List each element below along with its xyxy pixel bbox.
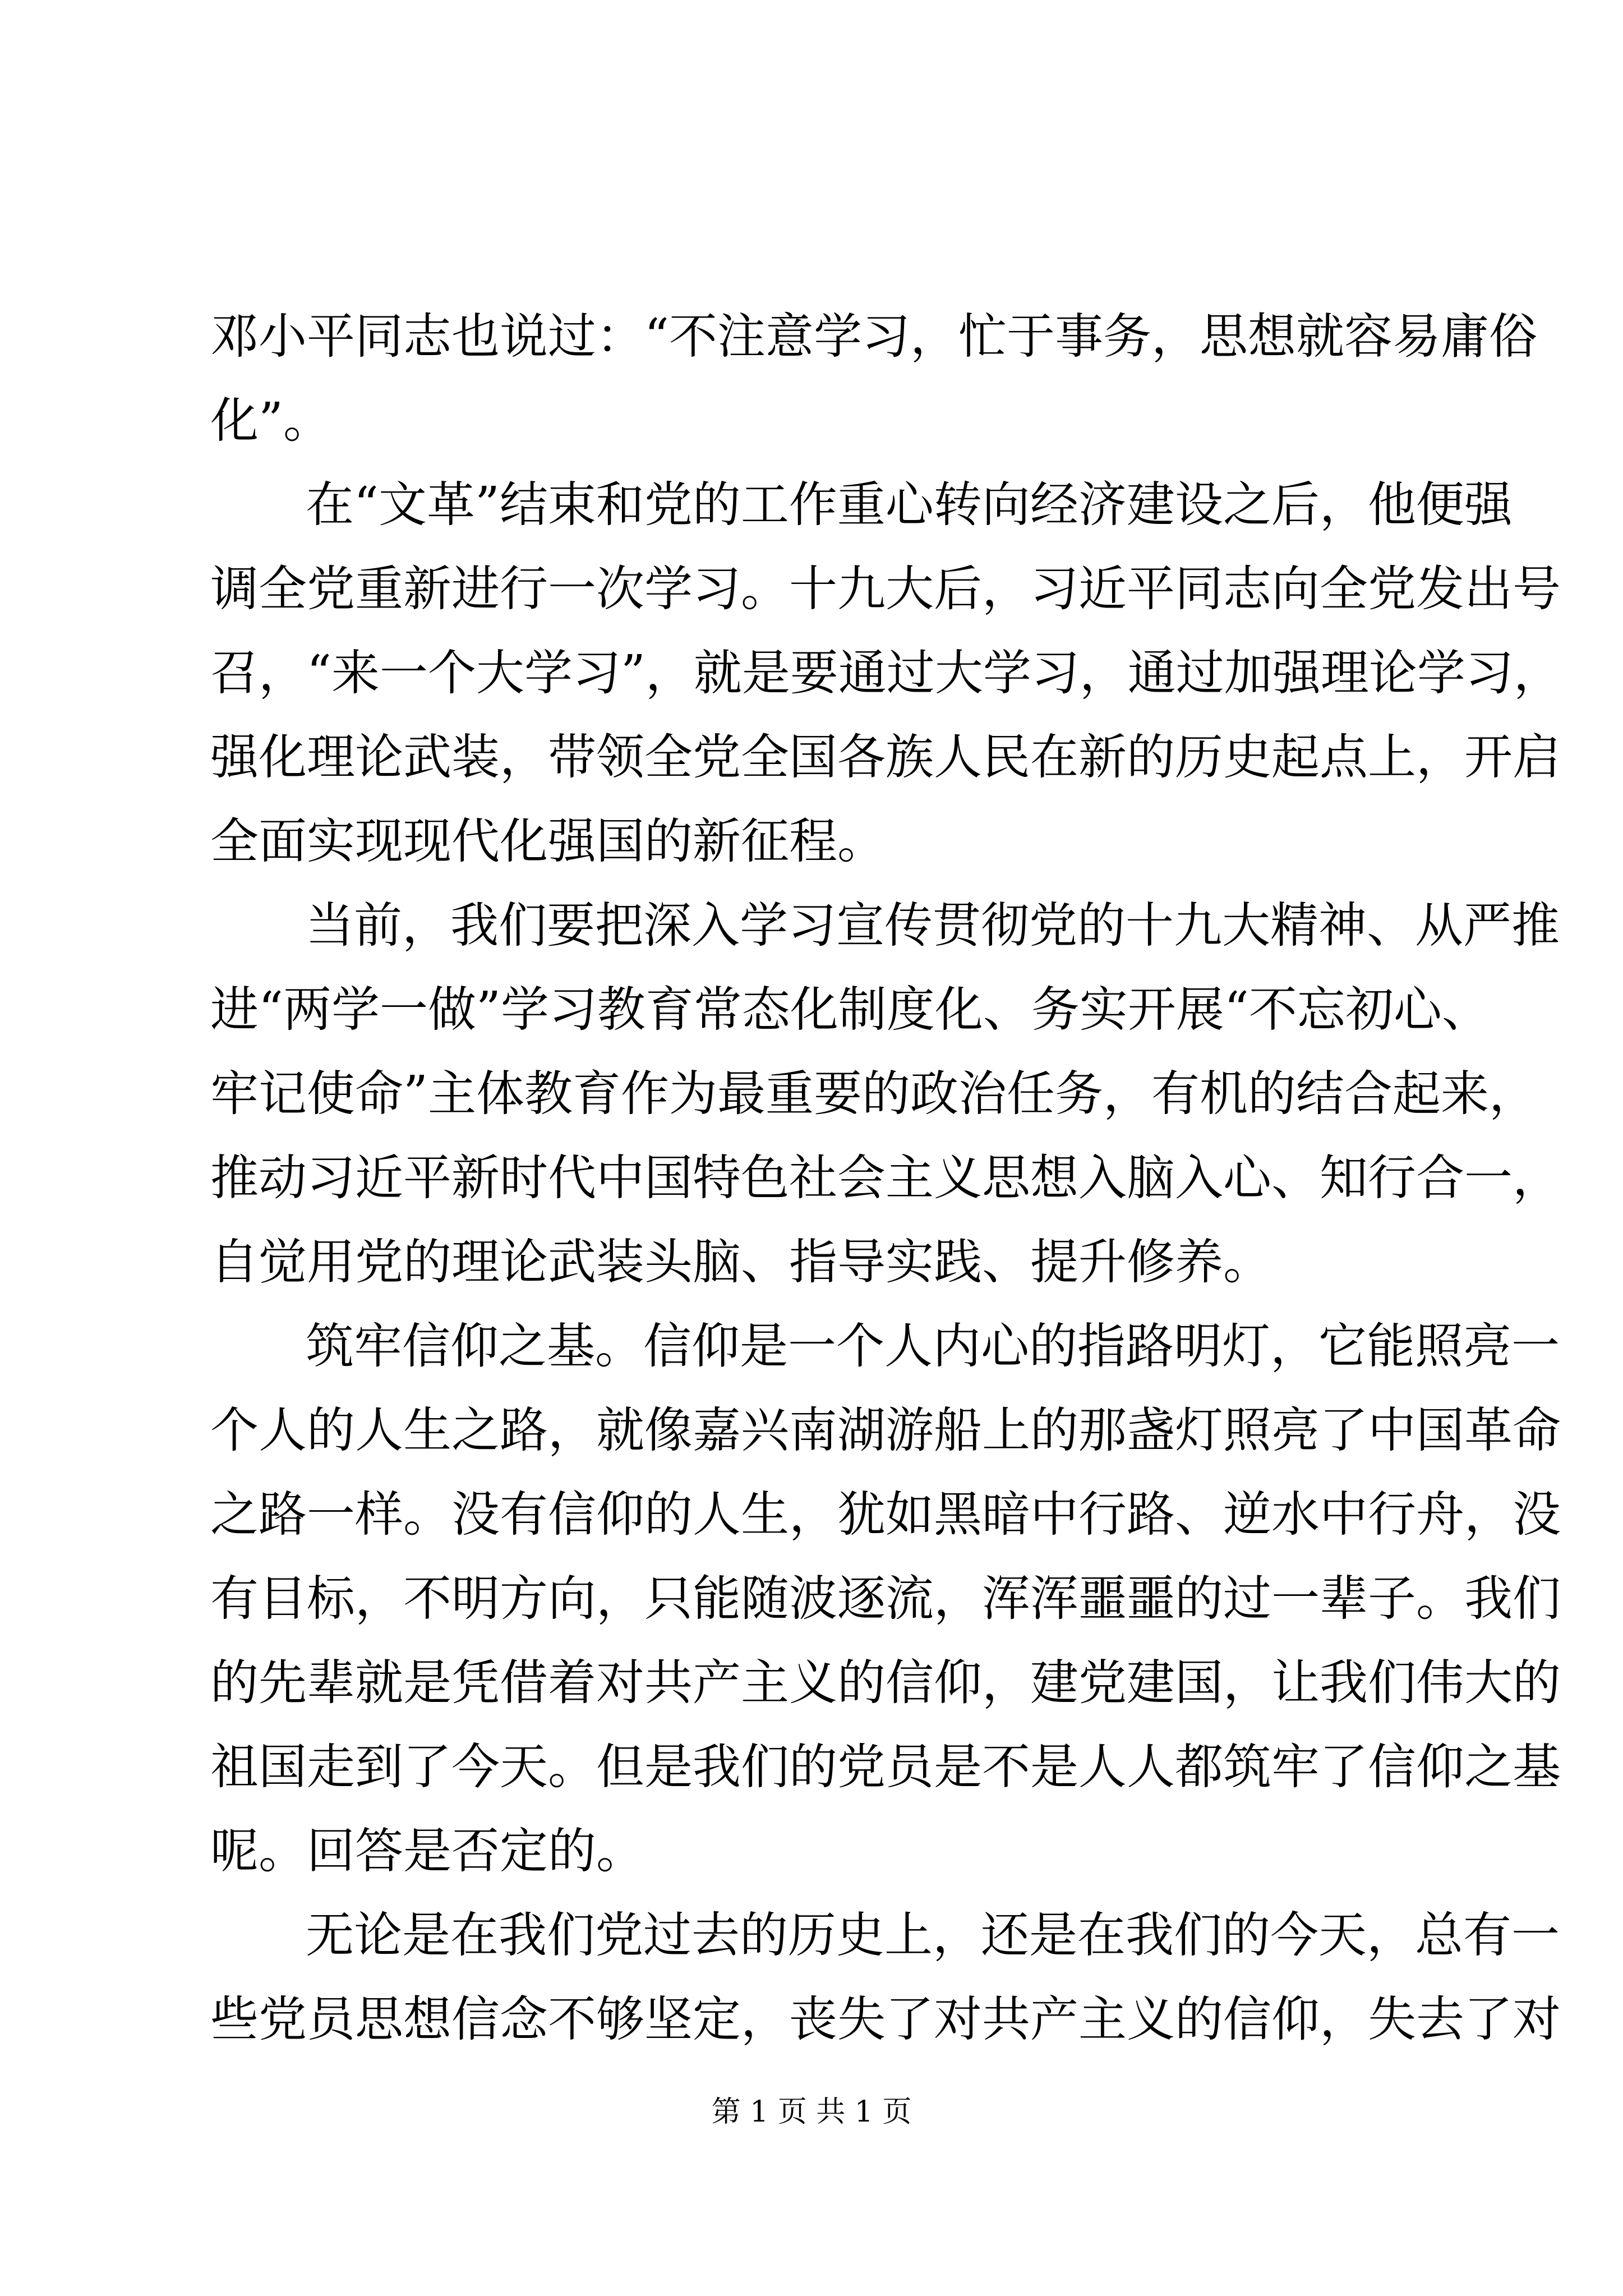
paragraph-line: 进“两学一做”学习教育常态化制度化、务实开展“不忘初心、: [210, 982, 1490, 1038]
paragraph-line: 之路一样。没有信仰的人生，犹如黑暗中行路、逆水中行舟，没: [210, 1487, 1561, 1543]
paragraph-line: 有目标，不明方向，只能随波逐流，浑浑噩噩的过一辈子。我们: [210, 1571, 1561, 1627]
paragraph-line: 无论是在我们党过去的历史上，还是在我们的今天，总有一: [306, 1907, 1560, 1963]
paragraph-line: 牢记使命”主体教育作为最重要的政治任务，有机的结合起来，: [210, 1066, 1537, 1122]
paragraph-line: 化”。: [210, 393, 331, 449]
paragraph-line: 祖国走到了今天。但是我们的党员是不是人人都筑牢了信仰之基: [210, 1739, 1561, 1795]
paragraph-line: 些党员思想信念不够坚定，丧失了对共产主义的信仰，失去了对: [210, 1991, 1561, 2047]
page-footer: 第 1 页 共 1 页: [711, 2095, 912, 2129]
paragraph-line: 强化理论武装，带领全党全国各族人民在新的历史起点上，开启: [210, 729, 1561, 785]
paragraph-line: 当前，我们要把深入学习宣传贯彻党的十九大精神、从严推: [306, 898, 1560, 954]
paragraph-line: 呢。回答是否定的。: [210, 1823, 644, 1879]
paragraph-line: 在“文革”结束和党的工作重心转向经济建设之后，他便强: [306, 477, 1513, 533]
paragraph-line: 筑牢信仰之基。信仰是一个人内心的指路明灯，它能照亮一: [306, 1318, 1560, 1374]
paragraph-line: 自觉用党的理论武装头脑、指导实践、提升修养。: [210, 1234, 1271, 1290]
paragraph-line: 邓小平同志也说过：“不注意学习，忙于事务，思想就容易庸俗: [210, 309, 1537, 365]
paragraph-line: 召，“来一个大学习”，就是要通过大学习，通过加强理论学习，: [210, 645, 1562, 701]
paragraph-line: 个人的人生之路，就像嘉兴南湖游船上的那盏灯照亮了中国革命: [210, 1402, 1561, 1458]
paragraph-line: 推动习近平新时代中国特色社会主义思想入脑入心、知行合一，: [210, 1150, 1561, 1206]
paragraph-line: 全面实现现代化强国的新征程。: [210, 813, 886, 869]
paragraph-line: 调全党重新进行一次学习。十九大后，习近平同志向全党发出号: [210, 561, 1561, 617]
paragraph-line: 的先辈就是凭借着对共产主义的信仰，建党建国，让我们伟大的: [210, 1655, 1561, 1711]
